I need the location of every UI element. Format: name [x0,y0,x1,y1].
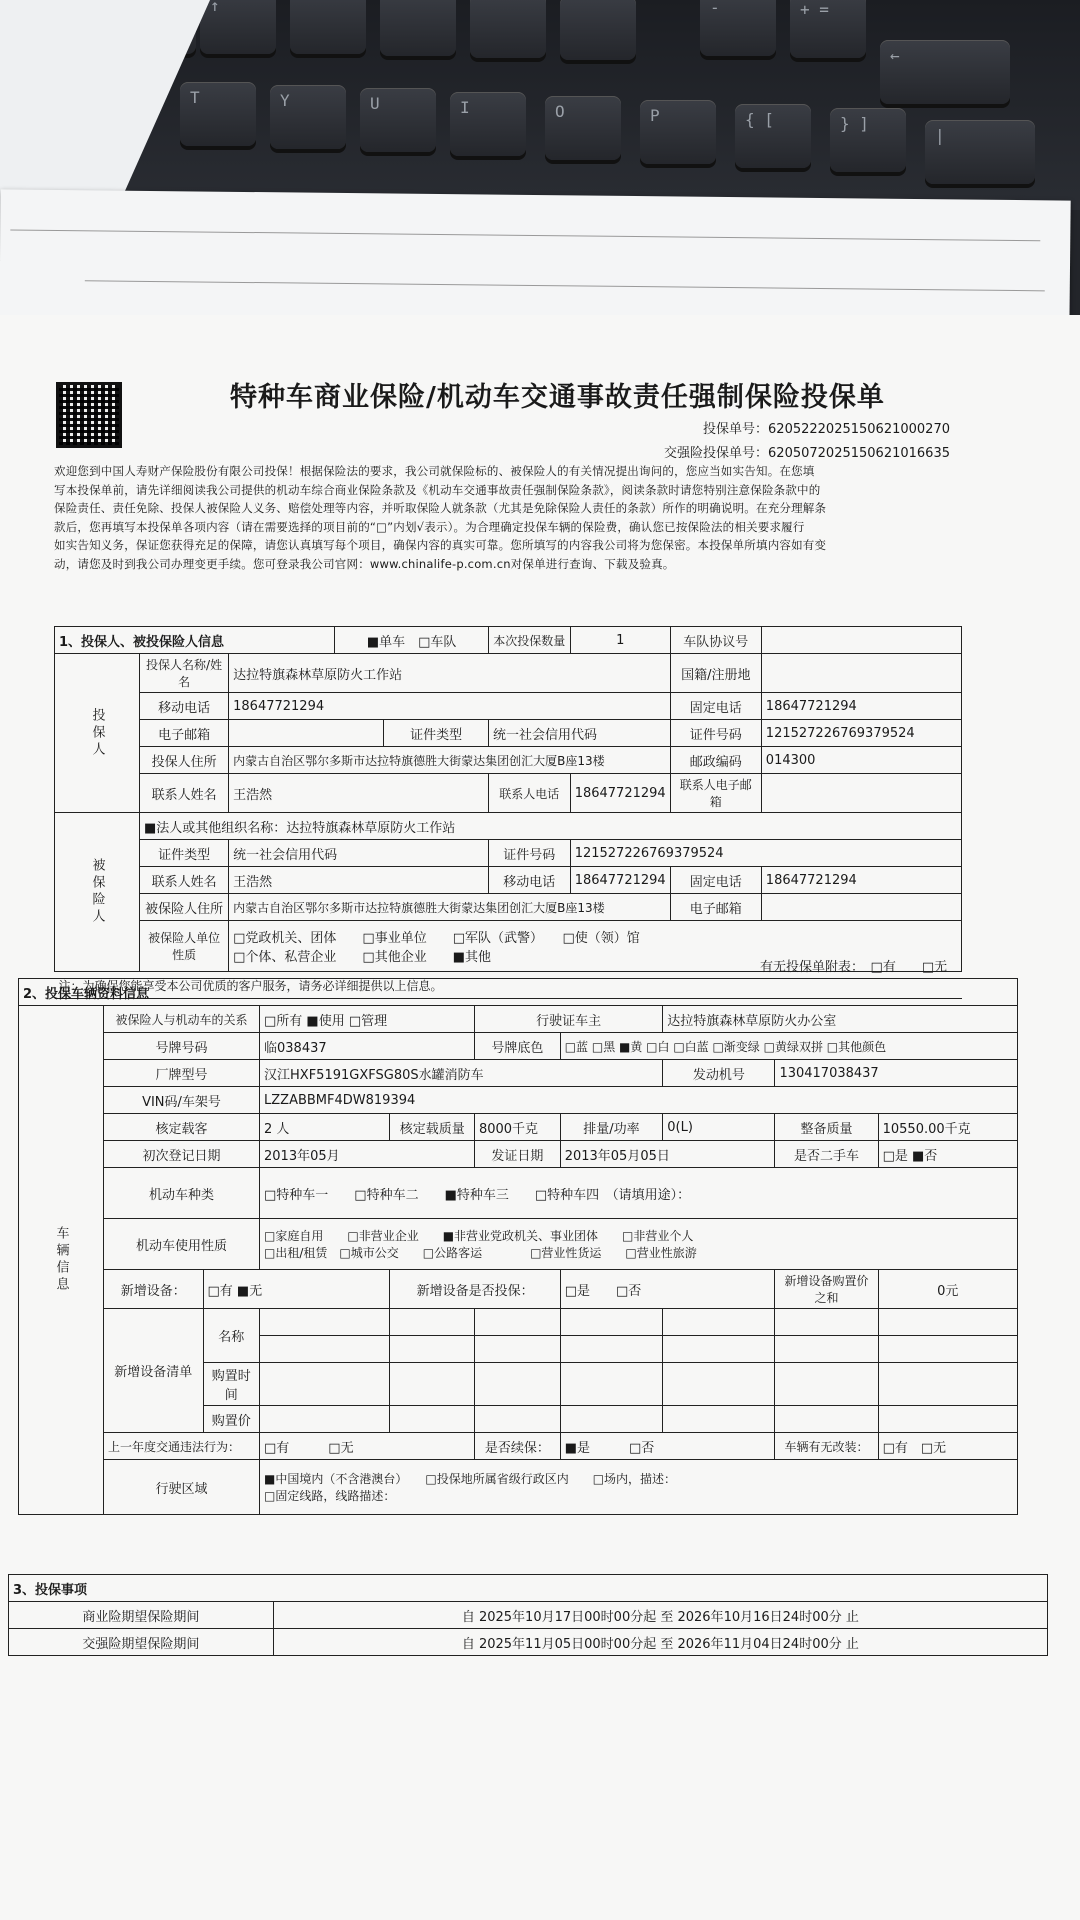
new-equip-label: 新增设备： [104,1270,204,1309]
equip-insured-options[interactable]: □是 □否 [560,1270,775,1309]
keyboard-key: { [ [735,104,811,168]
insured-address-label: 被保险人住所 [140,894,229,921]
id-type-value[interactable]: 统一社会信用代码 [488,720,670,747]
issue-date-value[interactable]: 2013年05月05日 [560,1141,775,1168]
insured-contact-label: 联系人姓名 [140,867,229,894]
equip-cell[interactable] [474,1406,560,1433]
renew-options[interactable]: ■是 □否 [560,1433,775,1460]
section3-title: 3、投保事项 [9,1575,1048,1602]
phone-label: 固定电话 [670,693,761,720]
insured-id-type-value[interactable]: 统一社会信用代码 [229,840,489,867]
qr-code-icon [56,382,122,448]
keyboard-key: | [925,120,1035,184]
keyboard-key: ← [880,40,1010,104]
reg-date-value[interactable]: 2013年05月 [260,1141,475,1168]
section2-table [18,978,1018,1515]
nationality-label: 国籍/注册地 [670,654,761,693]
equip-cell[interactable] [560,1336,663,1363]
keyboard-key: T [180,82,256,146]
id-type-label: 证件类型 [384,720,489,747]
violation-label: 上一年度交通违法行为： [104,1433,260,1460]
keyboard-key: } ] [830,108,906,172]
violation-options[interactable]: □有 □无 [260,1433,475,1460]
insured-mobile-label: 移动电话 [488,867,570,894]
keyboard-key [560,0,636,60]
equip-list-price-label: 购置价 [203,1406,260,1433]
commercial-period-label: 商业险期望保险期间 [9,1602,274,1629]
attachment-question[interactable]: 有无投保单附表： □有 □无 [760,960,948,975]
equip-cell[interactable] [663,1309,775,1336]
section1-note: 注：为确保您能享受本公司优质的客户服务，请务必详细提供以上信息。 [55,972,962,999]
intro-text: 欢迎您到中国人寿财产保险股份有限公司投保！根据保险法的要求，我公司就保险标的、被保险人的有关情况提出询问的，您应当如实告知。在您填 写本投保单前，请先详细阅读我公司提供的机动车综合商业保险条款及《机动车交通事故责任强制保险条款》，阅读条款时请您特别注意保险条款中的 保险责任、责任免除、投保人被保险人义务、赔偿处理等内容，并听取保险人就条款（尤其是免除保险人责任的条款）所作的明确说明。在充分理解条 款后，您再填写本投保单各项内容（请在需要选择的项目前的“□”内划√表示）。为合理确定投保车辆的保险费，确认您已按保险法的相关要求履行 如实告知义务，保证您获得充足的保障，请您认真填写每个项目，确保内容的真实可靠。您所填写的内容我公司将为您保密。本投保单所填内容如有变 动，请您及时到我公司办理变更手续。您可登录我公司官网：www.chinalife-p.com.cn对保单进行查询、下载及验真。 [54,464,827,571]
name-value[interactable]: 达拉特旗森林草原防火工作站 [229,654,671,693]
keyboard-key: ↑ [200,0,276,54]
insured-contact-value[interactable]: 王浩然 [229,867,489,894]
policy-number: 投保单号：6205222025150621000270 [703,422,950,437]
plate-value[interactable]: 临038437 [260,1033,475,1060]
count-value: 1 [570,627,670,654]
equip-list-time-label: 购置时间 [203,1363,260,1406]
engine-value[interactable]: 130417038437 [775,1060,1018,1087]
area-label: 行驶区域 [104,1460,260,1515]
nature-options[interactable]: □党政机关、团体 □事业单位 □军队（武警） □使（领）馆 □个体、私营企业 □其他企业 ■其他 [229,921,962,972]
equip-cell[interactable] [663,1336,775,1363]
used-car-label: 是否二手车 [775,1141,878,1168]
relation-label: 被保险人与机动车的关系 [104,1006,260,1033]
insured-mobile-value[interactable]: 18647721294 [570,867,670,894]
name-label: 投保人名称/姓名 [140,654,229,693]
equip-price-label: 新增设备购置价之和 [775,1270,878,1309]
contact-label: 联系人姓名 [140,774,229,813]
contact-email-field[interactable] [761,774,961,813]
insured-email-label: 电子邮箱 [670,894,761,921]
section2-title: 2、投保车辆资料信息 [19,979,1018,1006]
equip-cell[interactable] [775,1336,878,1363]
area-options[interactable]: ■中国境内（不含港澳台） □投保地所属省级行政区内 □场内，描述： □固定线路，线路描述： [260,1460,1018,1515]
email-field[interactable] [229,720,384,747]
vin-label: VIN码/车架号 [104,1087,260,1114]
id-no-value[interactable]: 121527226769379524 [761,720,961,747]
load-value[interactable]: 8000千克 [474,1114,560,1141]
keyboard-key: + = [790,0,866,58]
vin-value[interactable]: LZZABBMF4DW819394 [260,1087,1018,1114]
kind-label: 机动车种类 [104,1168,260,1219]
insured-phone-label: 固定电话 [670,867,761,894]
use-nature-label: 机动车使用性质 [104,1219,260,1270]
keyboard-key: O [545,96,621,160]
compulsory-period-label: 交强险期望保险期间 [9,1629,274,1656]
email-label: 电子邮箱 [140,720,229,747]
commercial-period-value[interactable]: 自 2025年10月17日00时00分起 至 2026年10月16日24时00分 止 [273,1602,1047,1629]
equip-cell[interactable] [390,1406,475,1433]
equip-cell[interactable] [775,1309,878,1336]
insured-side-label: 被保险人 [55,813,140,972]
equip-cell[interactable] [260,1363,390,1406]
keyboard-key [380,0,456,56]
mobile-value[interactable]: 18647721294 [229,693,671,720]
equip-cell[interactable] [260,1406,390,1433]
equip-cell[interactable] [474,1309,560,1336]
nature-label: 被保险人单位性质 [140,921,229,972]
insured-org-name[interactable]: ■法人或其他组织名称：达拉特旗森林草原防火工作站 [140,813,962,840]
keyboard-key: U [360,88,436,152]
keyboard-key [290,0,366,54]
equip-cell[interactable] [775,1406,878,1433]
zip-value[interactable]: 014300 [761,747,961,774]
mass-value[interactable]: 10550.00千克 [878,1114,1017,1141]
section1-title: 1、投保人、被投保险人信息 [55,627,335,654]
equip-cell[interactable] [560,1363,663,1406]
address-label: 投保人住所 [140,747,229,774]
insured-id-no-value[interactable]: 121527226769379524 [570,840,961,867]
equip-price-value[interactable]: 0元 [878,1270,1017,1309]
contact-value[interactable]: 王浩然 [229,774,489,813]
nationality-field[interactable] [761,654,961,693]
modify-options[interactable]: □有 □无 [878,1433,1017,1460]
use-nature-options[interactable]: □家庭自用 □非营业企业 ■非营业党政机关、事业团体 □非营业个人 □出租/租赁 □城市公交 □公路客运 □营业性货运 □营业性旅游 [260,1219,1018,1270]
contact-email-label: 联系人电子邮箱 [670,774,761,813]
engine-label: 发动机号 [663,1060,775,1087]
equip-cell[interactable] [878,1406,1017,1433]
equip-cell[interactable] [260,1309,390,1336]
relation-options[interactable]: □所有 ■使用 □管理 [260,1006,475,1033]
new-equip-options[interactable]: □有 ■无 [203,1270,390,1309]
id-no-label: 证件号码 [670,720,761,747]
model-value[interactable]: 汉江HXF5191GXFSG80S水罐消防车 [260,1060,663,1087]
form-title: 特种车商业保险/机动车交通事故责任强制保险投保单 [230,382,885,413]
fleet-no-label: 车队协议号 [670,627,761,654]
count-label: 本次投保数量 [488,627,570,654]
applicant-side-label: 投保人 [55,654,140,813]
issue-date-label: 发证日期 [474,1141,560,1168]
equip-cell[interactable] [663,1363,775,1406]
equip-cell[interactable] [663,1406,775,1433]
keyboard-key: P [640,100,716,164]
insured-id-type-label: 证件类型 [140,840,229,867]
mobile-label: 移动电话 [140,693,229,720]
displacement-value[interactable]: 0(L) [663,1114,775,1141]
equip-cell[interactable] [474,1336,560,1363]
keyboard-key: Y [270,85,346,149]
equip-cell[interactable] [260,1336,390,1363]
equip-cell[interactable] [878,1336,1017,1363]
single-car-checkbox[interactable]: ■单车 □车队 [335,627,489,654]
equip-insured-label: 新增设备是否投保： [390,1270,560,1309]
contact-phone-label: 联系人电话 [488,774,570,813]
keyboard-key: I [450,92,526,156]
insured-email-field[interactable] [761,894,961,921]
keyboard-key [470,0,546,58]
seats-value[interactable]: 2 人 [260,1114,390,1141]
equip-list-name-label: 名称 [203,1309,260,1363]
plate-label: 号牌号码 [104,1033,260,1060]
zip-label: 邮政编码 [670,747,761,774]
compulsory-policy-number: 交强险投保单号：6205072025150621016635 [664,446,950,461]
equip-cell[interactable] [474,1363,560,1406]
owner-label: 行驶证车主 [474,1006,662,1033]
equip-cell[interactable] [390,1363,475,1406]
plate-color-label: 号牌底色 [474,1033,560,1060]
load-label: 核定载质量 [390,1114,475,1141]
equip-cell[interactable] [390,1336,475,1363]
mass-label: 整备质量 [775,1114,878,1141]
equip-cell[interactable] [775,1363,878,1406]
seats-label: 核定载客 [104,1114,260,1141]
equip-cell[interactable] [878,1363,1017,1406]
insured-address-value[interactable]: 内蒙古自治区鄂尔多斯市达拉特旗德胜大街蒙达集团创汇大厦B座13楼 [229,894,671,921]
owner-value[interactable]: 达拉特旗森林草原防火办公室 [663,1006,1018,1033]
fleet-no-field[interactable] [761,627,961,654]
reg-date-label: 初次登记日期 [104,1141,260,1168]
equip-cell[interactable] [560,1309,663,1336]
equip-list-label: 新增设备清单 [104,1309,204,1433]
used-car-options[interactable]: □是 ■否 [878,1141,1017,1168]
insured-phone-value[interactable]: 18647721294 [761,867,961,894]
equip-cell[interactable] [390,1309,475,1336]
displacement-label: 排量/功率 [560,1114,663,1141]
equip-cell[interactable] [560,1406,663,1433]
compulsory-period-value[interactable]: 自 2025年11月05日00时00分起 至 2026年11月04日24时00分 止 [273,1629,1047,1656]
renew-label: 是否续保： [474,1433,560,1460]
vehicle-side-label: 车辆信息 [19,1006,104,1515]
address-value[interactable]: 内蒙古自治区鄂尔多斯市达拉特旗德胜大街蒙达集团创汇大厦B座13楼 [229,747,671,774]
kind-options[interactable]: □特种车一 □特种车二 ■特种车三 □特种车四 （请填用途）： [260,1168,1018,1219]
keyboard-key: - [700,0,776,56]
section1-table [54,626,962,999]
modify-label: 车辆有无改装： [775,1433,878,1460]
insured-id-no-label: 证件号码 [488,840,570,867]
plate-color-options[interactable]: □蓝 □黑 ■黄 □白 □白蓝 □渐变绿 □黄绿双拼 □其他颜色 [560,1033,1017,1060]
contact-phone-value[interactable]: 18647721294 [570,774,670,813]
model-label: 厂牌型号 [104,1060,260,1087]
equip-cell[interactable] [878,1309,1017,1336]
section3-table [8,1544,1048,1656]
phone-value[interactable]: 18647721294 [761,693,961,720]
